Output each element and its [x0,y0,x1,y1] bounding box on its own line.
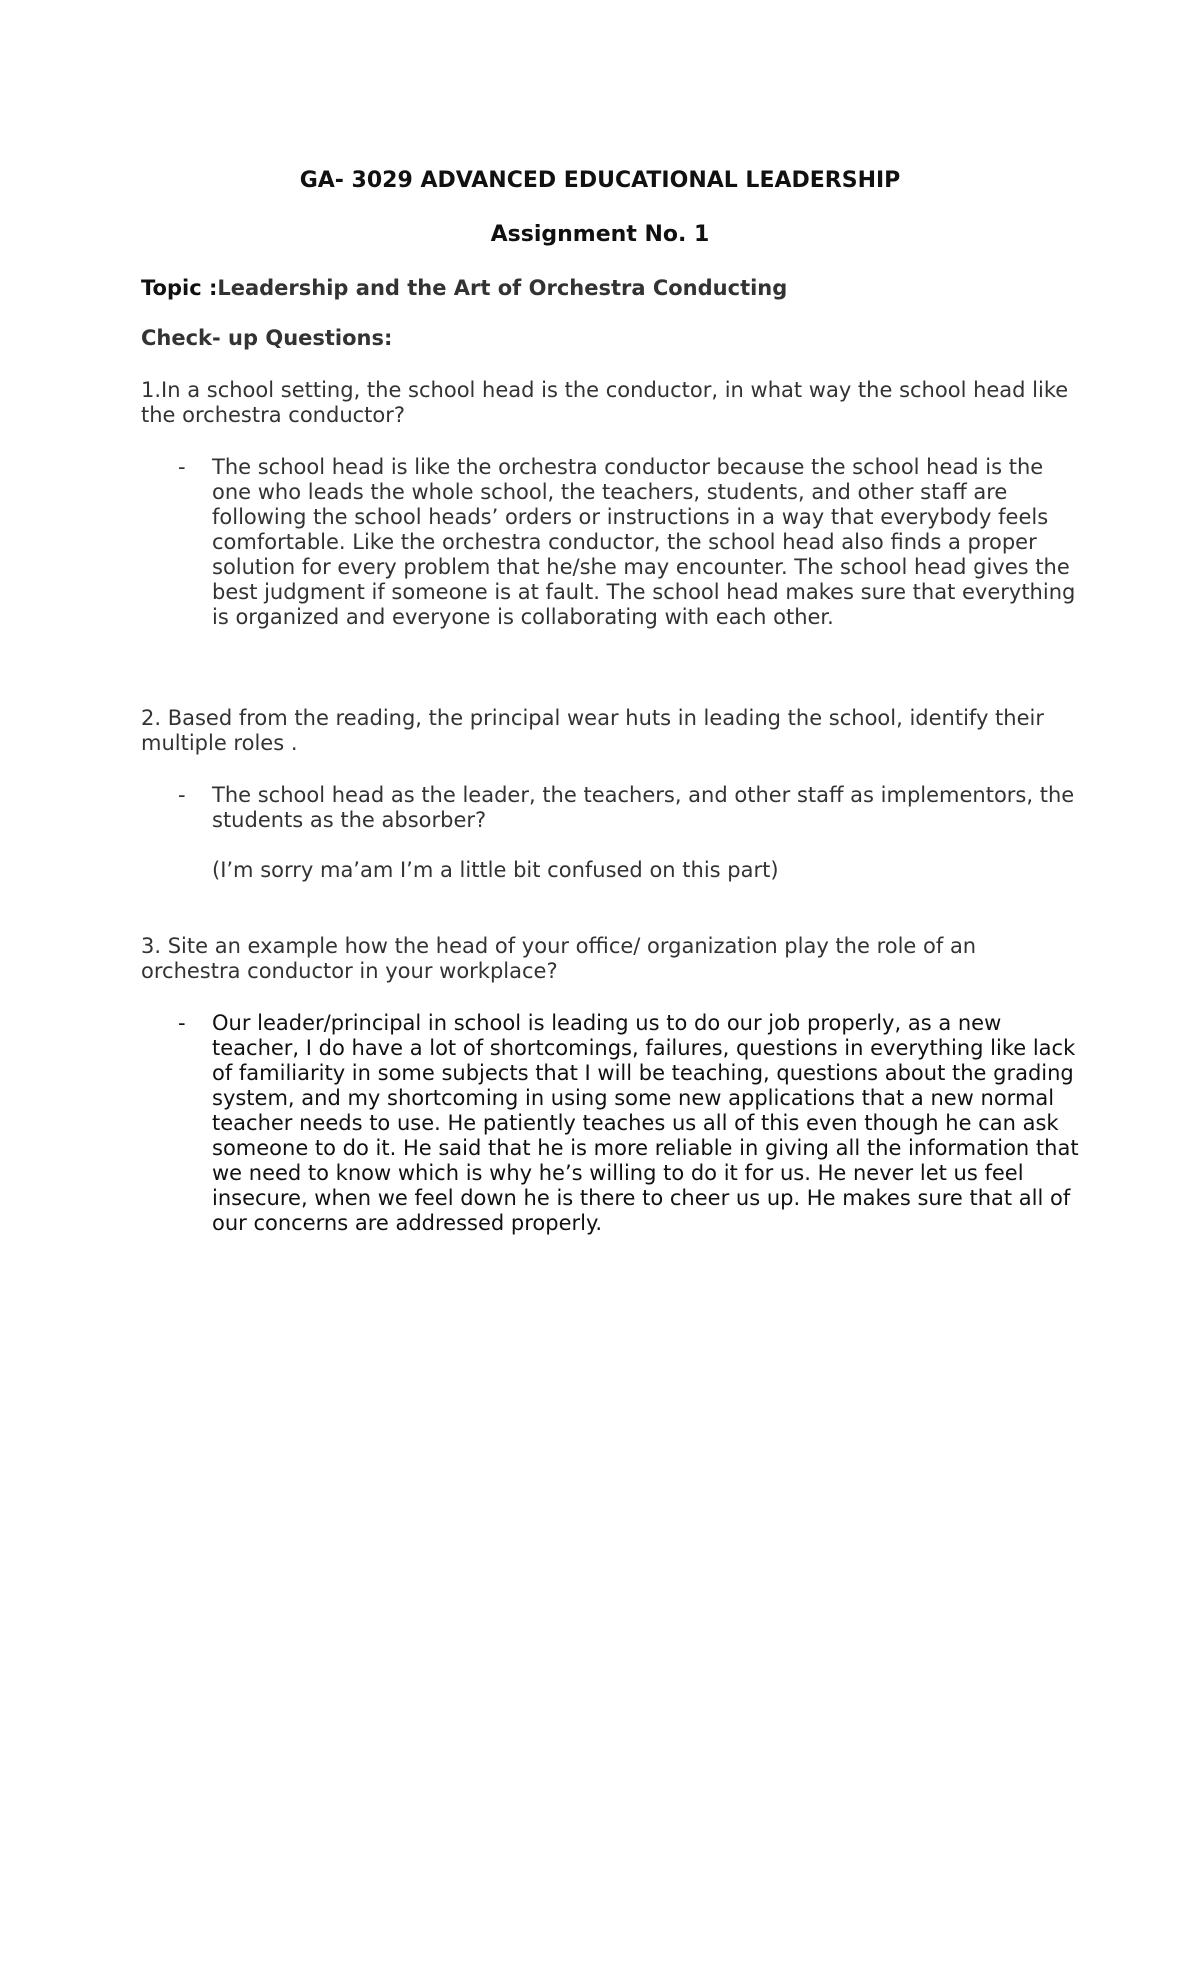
answer-1-text: The school head is like the orchestra conductor because the school head is the one who leads the whole school, the teachers, students, and other staff are following the school heads’ orders or instructions in a way that everybody feels comfortable. Like the orchestra conductor, the school head also finds a proper solution for every problem that he/she may encounter. The school head gives the best judgment if someone is at fault. The school head makes sure that everything is organized and everyone is collaborating with each other. [212,455,1076,629]
question-1: 1.In a school setting, the school head is the conductor, in what way the school head like the orchestra conductor? [141,378,1069,427]
question-2: 2. Based from the reading, the principal wear huts in leading the school, identify their multiple roles . [141,706,1044,755]
answer-3 [178,1011,1088,1236]
bullet-dash: - [178,783,186,807]
answer-2 [178,783,1088,833]
answer-2-note: (I’m sorry ma’am I’m a little bit confused on this part) [212,858,779,882]
topic-text: Leadership and the Art of Orchestra Conducting [217,276,788,300]
topic-line [141,276,787,300]
document-title: GA- 3029 ADVANCED EDUCATIONAL LEADERSHIP [299,168,901,193]
assignment-number: Assignment No. 1 [490,222,710,247]
answer-2-text: The school head as the leader, the teachers, and other staff as implementors, the students as the absorber? [212,783,1075,832]
question-3: 3. Site an example how the head of your office/ organization play the role of an orchestra conductor in your workplace? [141,934,977,983]
answer-1 [178,455,1088,630]
topic-label: Topic : [141,276,218,300]
section-heading: Check- up Questions: [141,326,393,350]
bullet-dash: - [178,1011,186,1035]
bullet-dash: - [178,455,186,479]
answer-3-text: Our leader/principal in school is leading us to do our job properly, as a new teacher, I do have a lot of shortcomings, failures, questions in everything like lack of familiarity in some subjects that I will be teaching, questions about the grading system, and my shortcoming in using some new applications that a new normal teacher needs to use. He patiently teaches us all of this even though he can ask someone to do it. He said that he is more reliable in giving all the information that we need to know which is why he’s willing to do it for us. He never let us feel insecure, when we feel down he is there to cheer us up. He makes sure that all of our concerns are addressed properly. [212,1011,1079,1235]
